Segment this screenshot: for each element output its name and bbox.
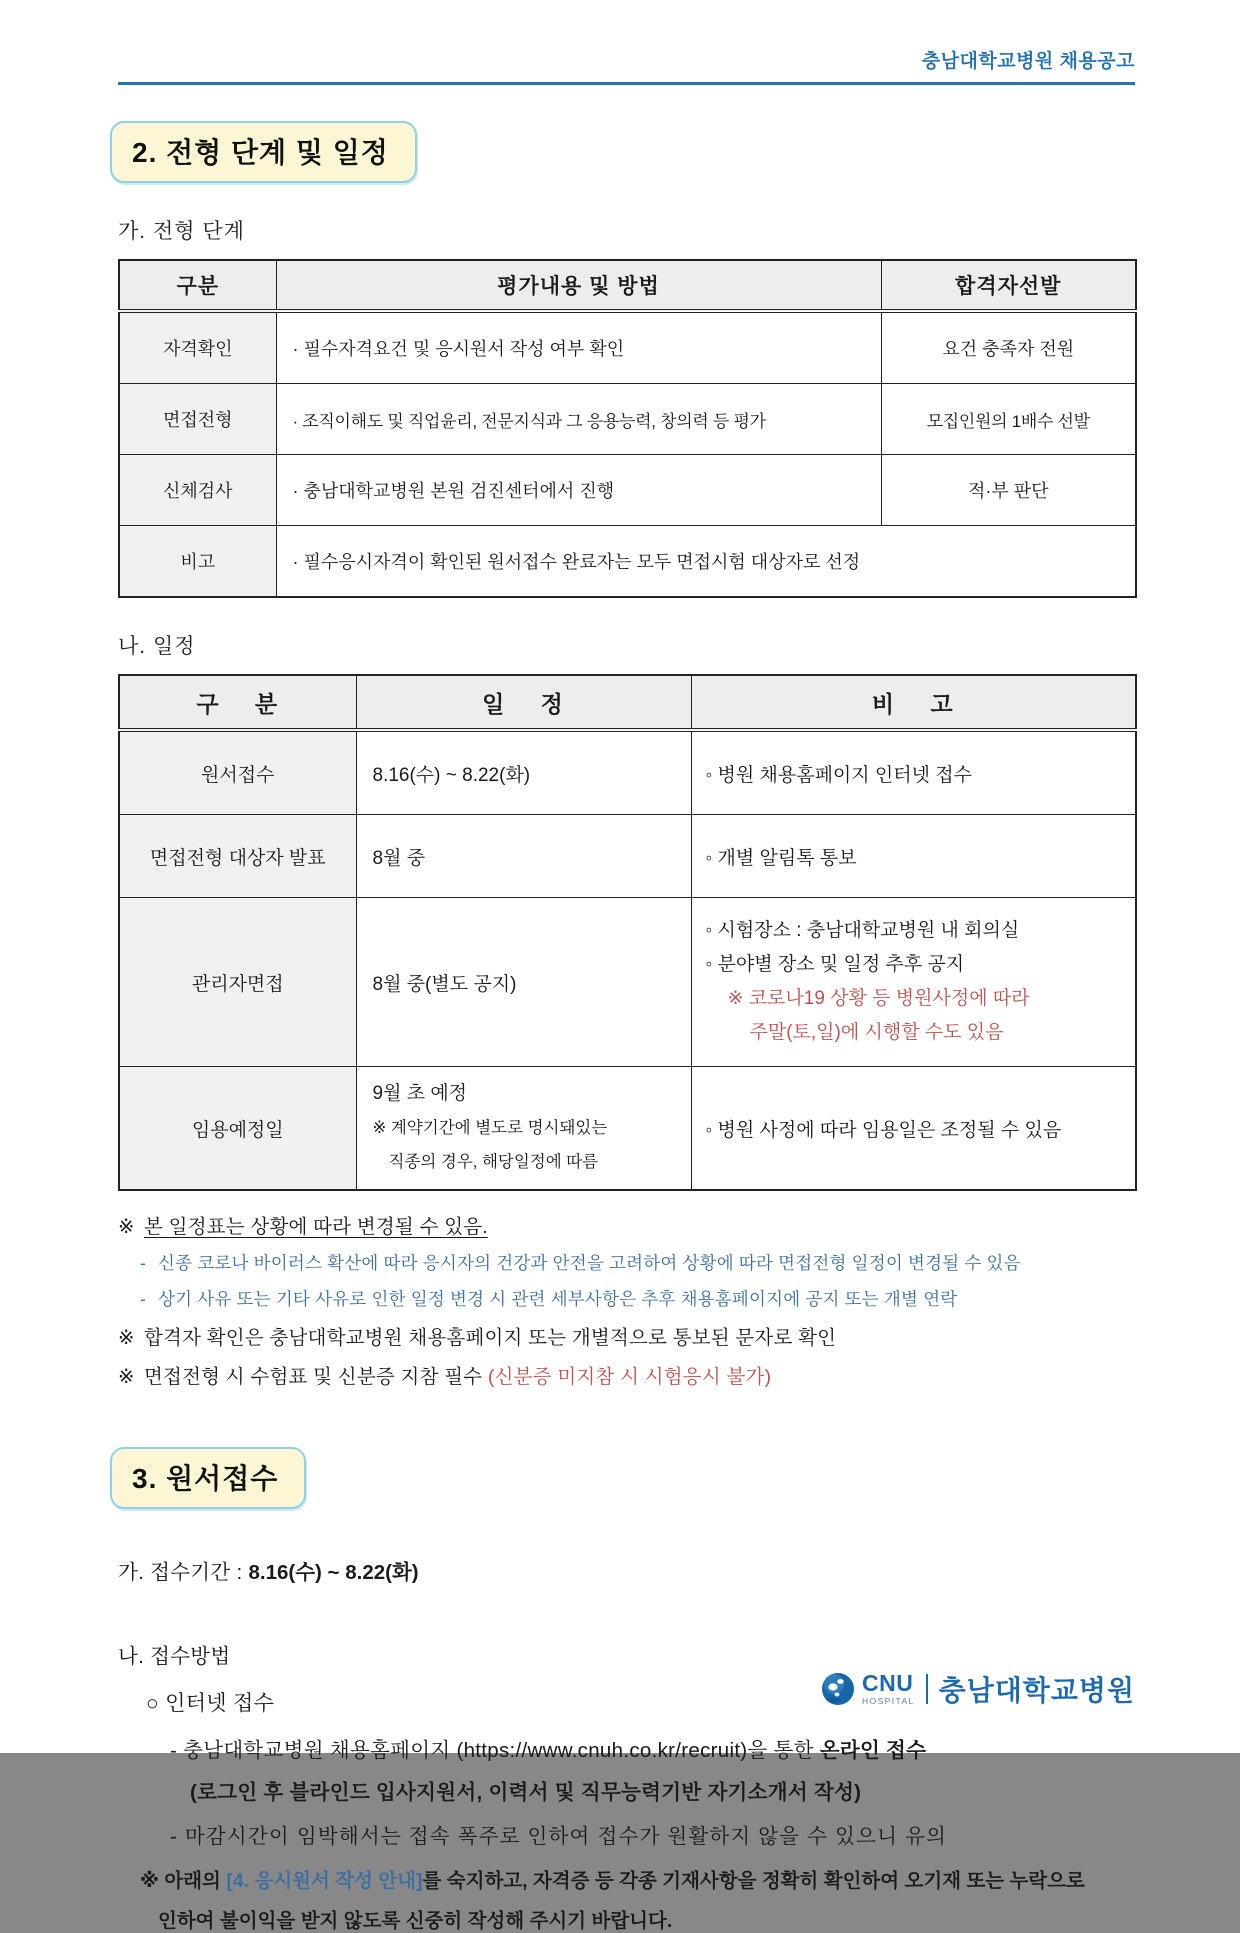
- document-header-title: 충남대학교병원 채용공고: [921, 51, 1135, 72]
- row-note: [691, 898, 1136, 1067]
- apply-login-line: (로그인 후 블라인드 입사지원서, 이력서 및 직무능력기반 자기소개서 작성): [190, 1781, 862, 1804]
- cnuh-logo: [821, 1669, 1135, 1709]
- note-schedule-change: ※ 본 일정표는 상황에 따라 변경될 수 있음.: [118, 1216, 488, 1238]
- logo-hospital-name: 충남대학교병원: [938, 1675, 1135, 1706]
- note-pass-check: ※ 합격자 확인은 충남대학교병원 채용홈페이지 또는 개별적으로 통보된 문자로 확인: [118, 1327, 837, 1349]
- row-date: 8월 중(별도 공지): [356, 898, 691, 1067]
- row-label: 면접전형: [119, 384, 276, 455]
- row-label: 신체검사: [119, 455, 276, 526]
- table-row-interview: [119, 898, 1136, 1067]
- col-header-select: 합격자선발: [881, 260, 1136, 311]
- globe-icon: [821, 1672, 855, 1706]
- logo-subtext: HOSPITAL: [862, 1696, 915, 1707]
- table-row-apply: [119, 730, 1136, 815]
- table-row: [119, 384, 1136, 455]
- row-label: 관리자면접: [119, 898, 356, 1067]
- row-content: · 조직이해도 및 직업윤리, 전문지식과 그 응용능력, 창의력 등 평가: [276, 384, 881, 455]
- col-header-type: 구분: [119, 260, 276, 311]
- logo-acronym: CNU: [862, 1670, 914, 1697]
- row-content: · 필수응시자격이 확인된 원서접수 완료자는 모두 면접시험 대상자로 선정: [276, 526, 1136, 598]
- apply-deadline-line: - 마감시간이 임박해서는 접속 폭주로 인하여 접수가 원활하지 않을 수 있으니 유의: [170, 1825, 947, 1848]
- row-note: ◦ 병원 사정에 따라 임용일은 조정될 수 있음: [691, 1067, 1136, 1191]
- schedule-table: [118, 674, 1137, 1191]
- internet-apply-heading: ○ 인터넷 접수: [146, 1692, 275, 1715]
- header-divider: [118, 82, 1135, 85]
- table-row-appointment: [119, 1067, 1136, 1191]
- date-line: ※ 계약기간에 별도로 명시돼있는: [372, 1119, 608, 1137]
- apply-period: 가. 접수기간 : 8.16(수) ~ 8.22(화): [118, 1561, 419, 1584]
- selection-step-table: [118, 259, 1137, 598]
- logo-divider: [926, 1674, 928, 1704]
- note-line: ◦ 시험장소 : 충남대학교병원 내 회의실: [705, 920, 1020, 941]
- row-select: 모집인원의 1배수 선발: [881, 384, 1136, 455]
- note-covid-detail: - 신종 코로나 바이러스 확산에 따라 응시자의 건강과 안전을 고려하여 상황에 따라 면접전형 일정이 변경될 수 있음: [140, 1253, 1021, 1273]
- row-label: 원서접수: [119, 730, 356, 815]
- table-header-row: [119, 675, 1136, 730]
- note-change-contact: - 상기 사유 또는 기타 사유로 인한 일정 변경 시 관련 세부사항은 추후 채용홈페이지에 공지 또는 개별 연락: [140, 1289, 958, 1309]
- row-label: 비고: [119, 526, 276, 598]
- step-heading: 가. 전형 단계: [118, 220, 245, 243]
- schedule-heading: 나. 일정: [118, 635, 196, 658]
- apply-homepage-line: - 충남대학교병원 채용홈페이지 (https://www.cnuh.co.kr/recruit)을 통한 온라인 접수: [170, 1739, 927, 1762]
- note-line: ◦ 분야별 장소 및 일정 추후 공지: [705, 954, 965, 975]
- row-content: · 필수자격요건 및 응시원서 작성 여부 확인: [276, 311, 881, 384]
- table-header-row: [119, 260, 1136, 311]
- row-date: 8.16(수) ~ 8.22(화): [356, 730, 691, 815]
- table-row-announce: [119, 815, 1136, 898]
- row-date: 8월 중: [356, 815, 691, 898]
- table-row: [119, 455, 1136, 526]
- col-header-note: 비 고: [691, 675, 1136, 730]
- table-row: [119, 311, 1136, 384]
- col-header-date: 일 정: [356, 675, 691, 730]
- section3-title: 3. 원서접수: [110, 1447, 306, 1509]
- row-note: ◦ 병원 채용홈페이지 인터넷 접수: [691, 730, 1136, 815]
- guide-reference: [4. 응시원서 작성 안내]: [226, 1870, 423, 1892]
- row-label: 자격확인: [119, 311, 276, 384]
- apply-period-dates: 8.16(수) ~ 8.22(화): [248, 1561, 419, 1584]
- apply-caution-note: ※ 아래의 [4. 응시원서 작성 안내]를 숙지하고, 자격증 등 각종 기재사항을 정확히 확인하여 오기재 또는 누락으로: [140, 1870, 1085, 1892]
- col-header-type: 구 분: [119, 675, 356, 730]
- date-line: 9월 초 예정: [372, 1083, 468, 1104]
- apply-method-heading: 나. 접수방법: [118, 1645, 231, 1668]
- online-apply-bold: 온라인 접수: [819, 1739, 927, 1762]
- section2-title: 2. 전형 단계 및 일정: [110, 121, 417, 183]
- row-content: · 충남대학교병원 본원 검진센터에서 진행: [276, 455, 881, 526]
- row-select: 요건 충족자 전원: [881, 311, 1136, 384]
- row-note: ◦ 개별 알림톡 통보: [691, 815, 1136, 898]
- note-line-covid: 주말(토,일)에 시행할 수도 있음: [749, 1022, 1004, 1043]
- apply-caution-note-cont: 인하여 불이익을 받지 않도록 신중히 작성해 주시기 바랍니다.: [158, 1910, 673, 1932]
- row-date: [356, 1067, 691, 1191]
- date-line: 직종의 경우, 해당일정에 따름: [388, 1153, 599, 1171]
- col-header-method: 평가내용 및 방법: [276, 260, 881, 311]
- note-id-required-warning: (신분증 미지참 시 시험응시 불가): [487, 1366, 772, 1388]
- row-label: 면접전형 대상자 발표: [119, 815, 356, 898]
- logo-text-block: [862, 1672, 915, 1706]
- note-id-required: ※ 면접전형 시 수험표 및 신분증 지참 필수 (신분증 미지참 시 시험응시 불가): [118, 1366, 772, 1388]
- row-select: 적·부 판단: [881, 455, 1136, 526]
- table-row: [119, 526, 1136, 598]
- note-line-covid: ※ 코로나19 상황 등 병원사정에 따라: [727, 988, 1030, 1009]
- row-label: 임용예정일: [119, 1067, 356, 1191]
- schedule-notes: [118, 1211, 1135, 1389]
